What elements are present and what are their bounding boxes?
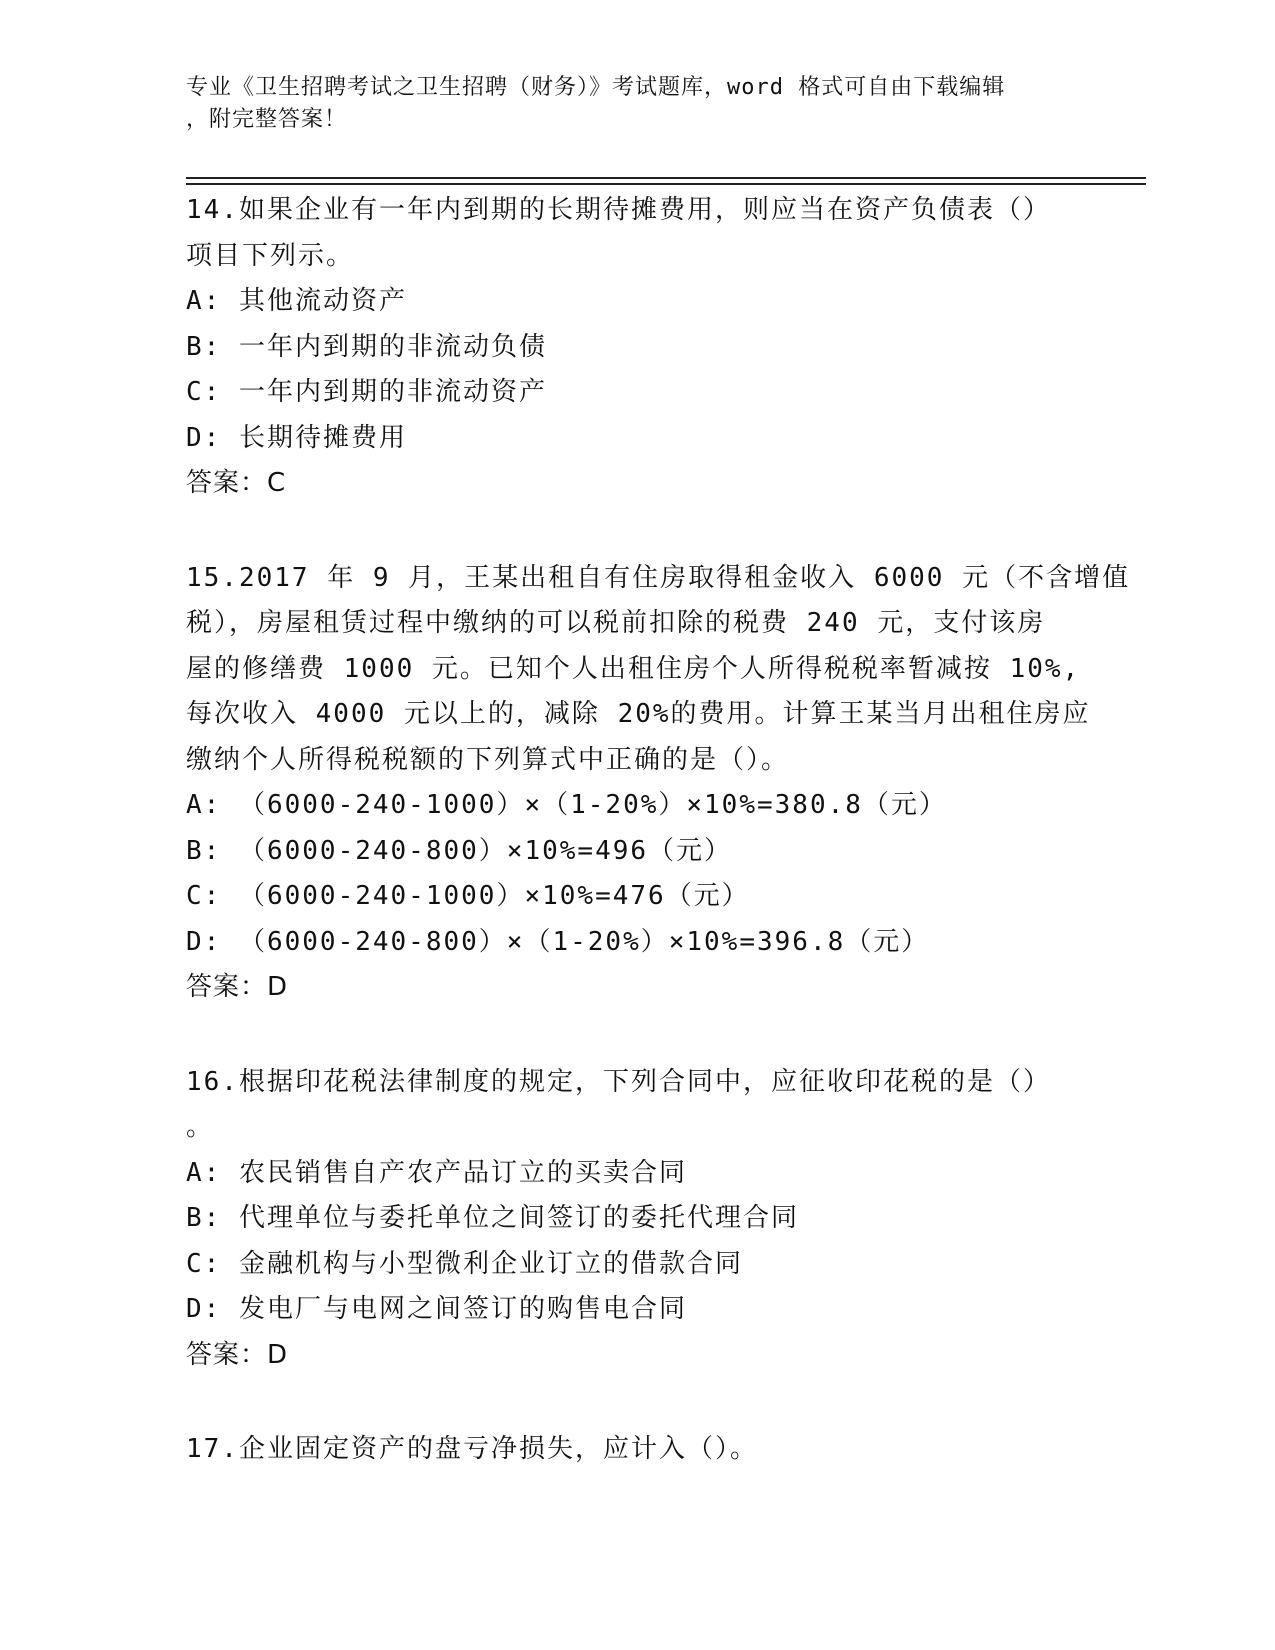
option-b: B: 代理单位与委托单位之间签订的委托代理合同 [186, 1203, 799, 1233]
question-stem [186, 186, 1066, 279]
question-stem [186, 554, 1131, 784]
stem-line: 缴纳个人所得税税额的下列算式中正确的是（）。 [186, 744, 790, 775]
question-17 [186, 1425, 1066, 1473]
option-d: D: 发电厂与电网之间签订的购售电合同 [186, 1294, 687, 1324]
stem-line: 每次收入 4000 元以上的，减除 20%的费用。计算王某当月出租住房应 [186, 699, 1091, 729]
stem-line: 税），房屋租赁过程中缴纳的可以税前扣除的税费 240 元，支付该房 [186, 608, 1046, 638]
stem-line: 屋的修缮费 1000 元。已知个人出租住房个人所得税税率暂减按 10%, [186, 653, 1081, 684]
option-c: C: 金融机构与小型微利企业订立的借款合同 [186, 1248, 743, 1279]
answer: 答案：D [186, 1339, 289, 1370]
header-divider [186, 183, 1146, 185]
question-stem [186, 1058, 1066, 1151]
document-header [186, 72, 1066, 136]
question-14 [186, 186, 1066, 507]
question-list [186, 186, 1131, 1473]
option-a: A: （6000-240-1000）×（1-20%）×10%=380.8（元） [186, 790, 947, 820]
option-b: B: 一年内到期的非流动负债 [186, 331, 547, 362]
stem-line: 14.如果企业有一年内到期的长期待摊费用，则应当在资产负债表（） [186, 195, 1051, 225]
spacer [186, 1011, 1066, 1058]
spacer [186, 507, 1066, 554]
option-a: A: 农民销售自产农产品订立的买卖合同 [186, 1157, 687, 1188]
question-stem [186, 1425, 1066, 1473]
option-d: D: （6000-240-800）×（1-20%）×10%=396.8（元） [186, 926, 930, 957]
option-c: C: （6000-240-1000）×10%=476（元） [186, 881, 750, 911]
question-16 [186, 1058, 1066, 1379]
answer: 答案：C [186, 468, 287, 498]
option-b: B: （6000-240-800）×10%=496（元） [186, 835, 733, 866]
header-line: 专业《卫生招聘考试之卫生招聘（财务）》考试题库，word 格式可自由下载编辑 [186, 75, 1006, 100]
header-line: ，附完整答案！ [186, 107, 348, 132]
stem-line: 15.2017 年 9 月，王某出租自有住房取得租金收入 6000 元（不含增值 [186, 562, 1131, 593]
spacer [186, 1378, 1066, 1425]
stem-line: 项目下列示。 [186, 240, 355, 271]
option-d: D: 长期待摊费用 [186, 422, 407, 453]
stem-line: 。 [186, 1112, 215, 1142]
question-15 [186, 554, 1131, 1011]
option-a: A: 其他流动资产 [186, 286, 407, 316]
header-divider [186, 177, 1146, 179]
stem-line: 17.企业固定资产的盘亏净损失，应计入（）。 [186, 1434, 758, 1464]
answer: 答案：D [186, 972, 289, 1002]
option-c: C: 一年内到期的非流动资产 [186, 377, 547, 407]
stem-line: 16.根据印花税法律制度的规定，下列合同中，应征收印花税的是（） [186, 1066, 1051, 1097]
